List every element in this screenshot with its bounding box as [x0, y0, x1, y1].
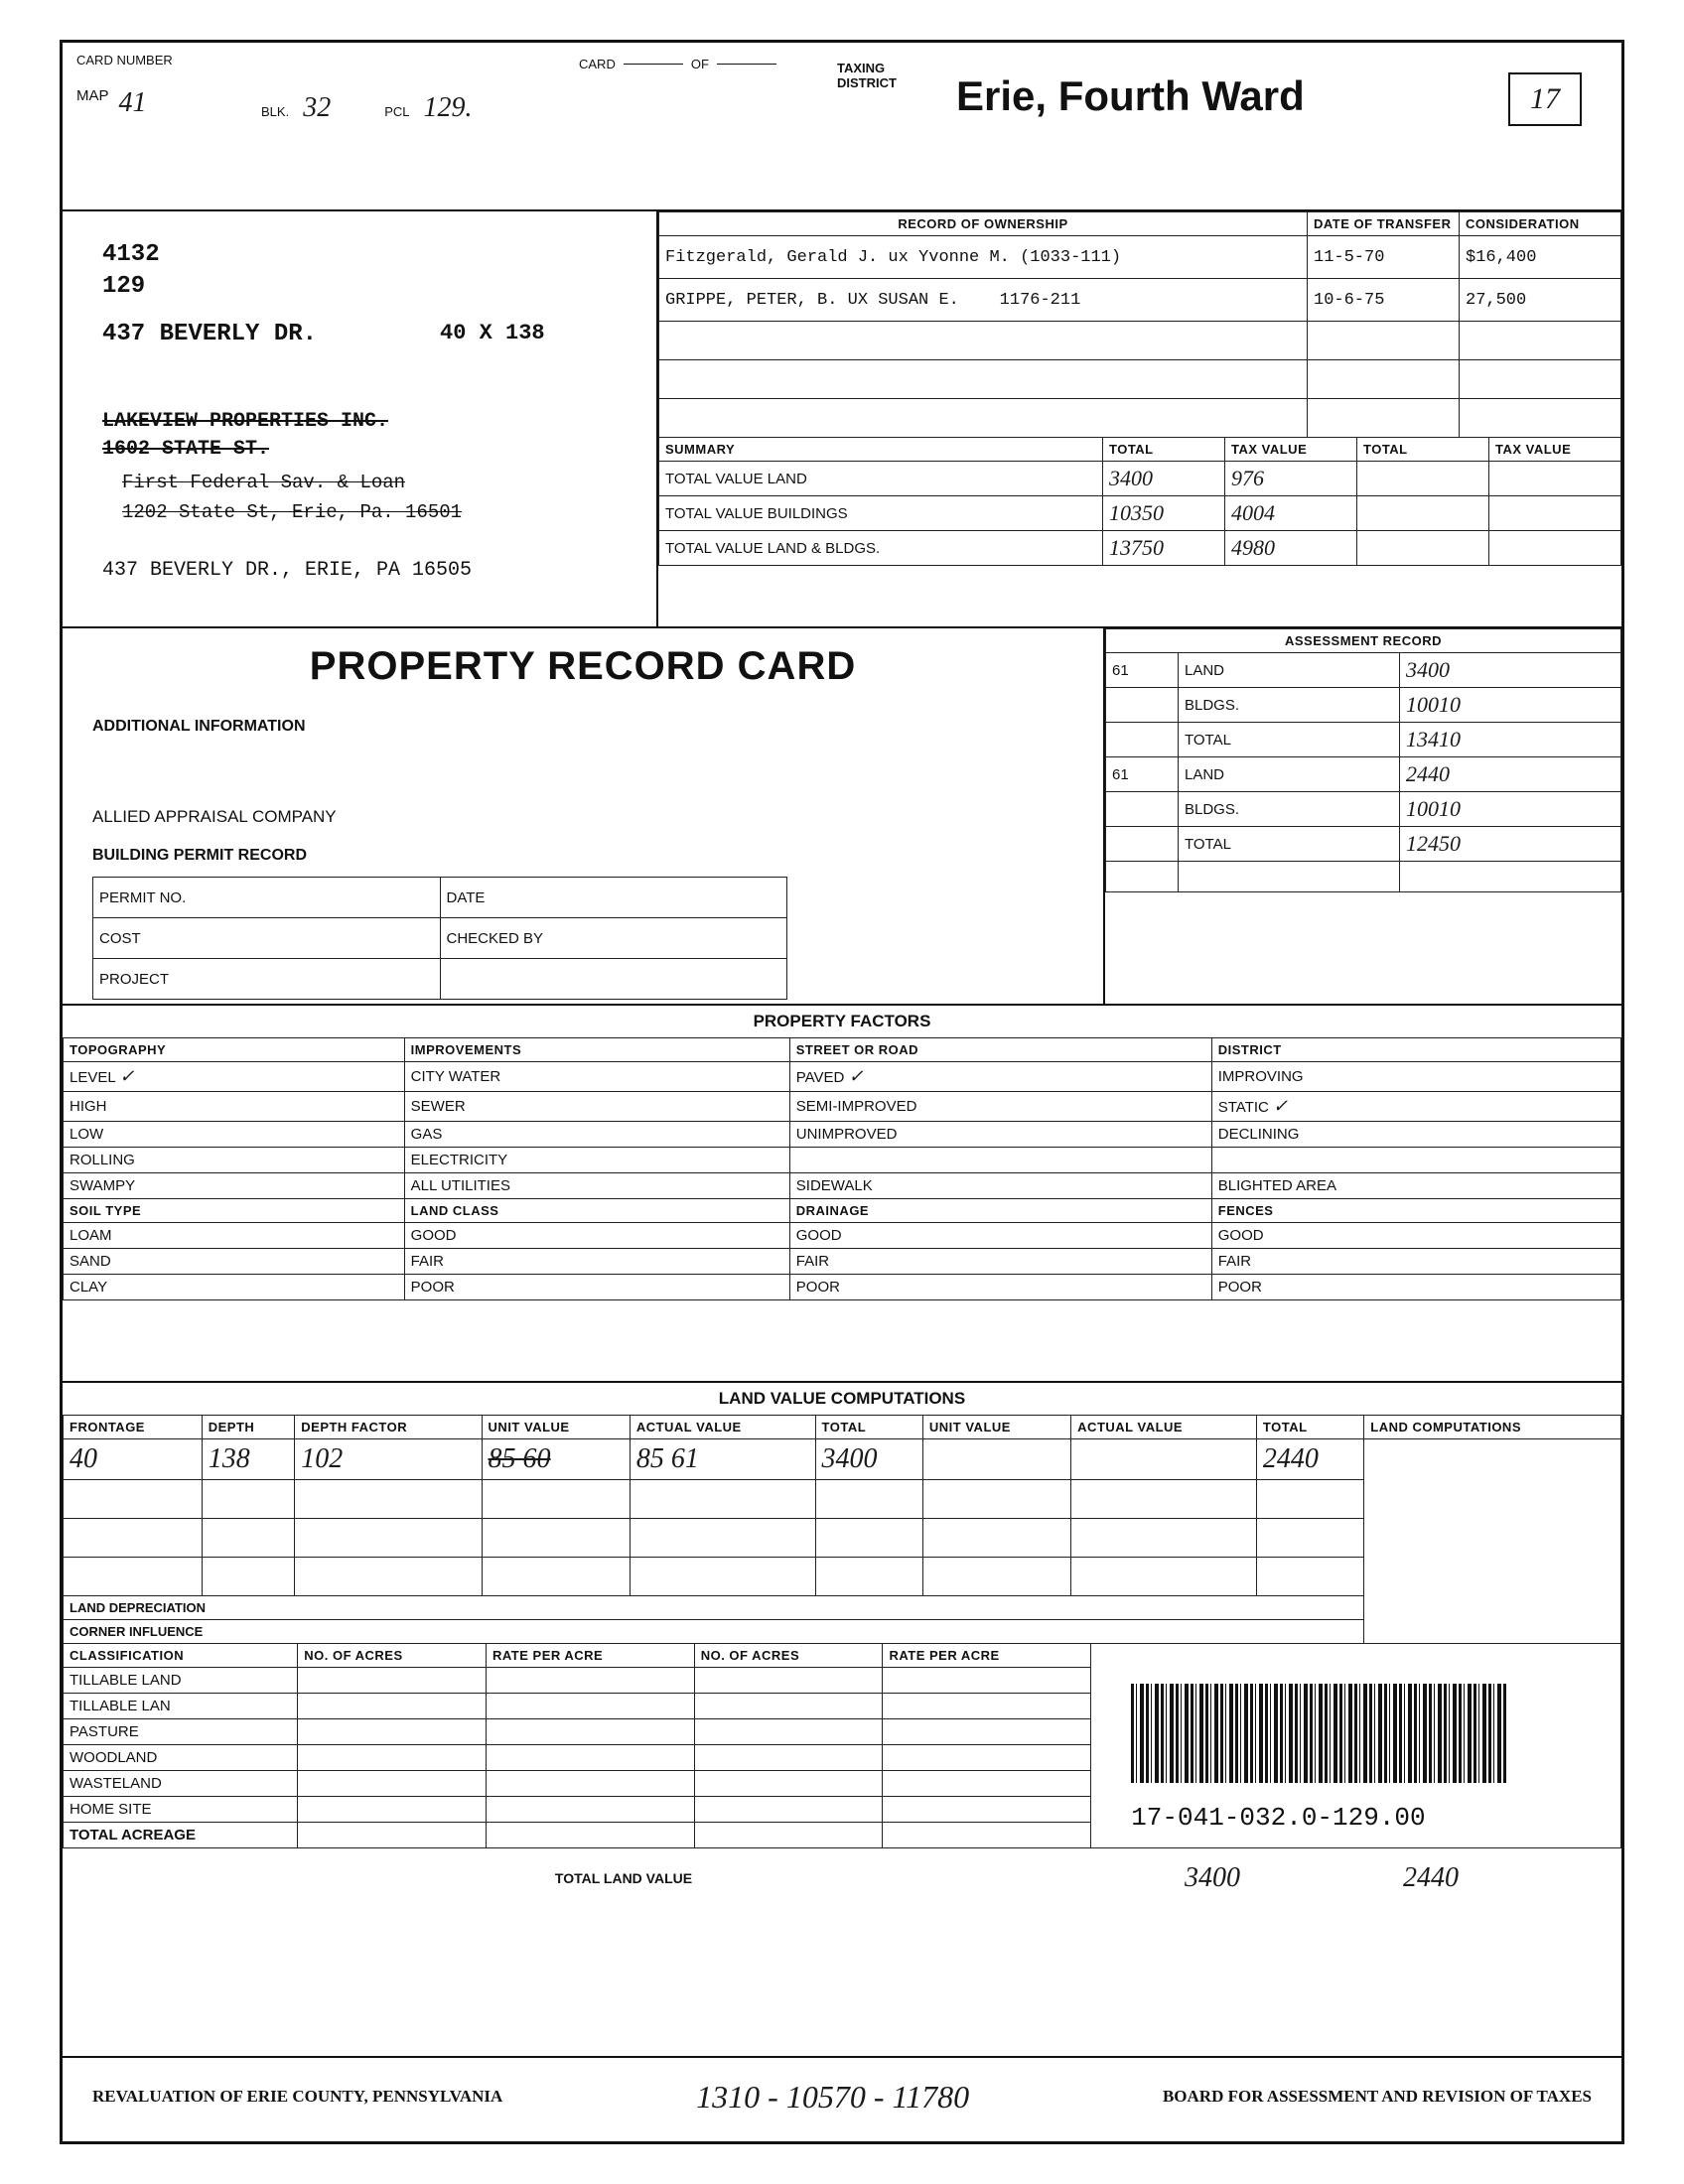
check-mark-icon: ✓ — [848, 1066, 864, 1086]
soil-cell: FAIR — [404, 1249, 789, 1275]
consideration-header: CONSIDERATION — [1460, 212, 1621, 236]
land-value-header: ACTUAL VALUE — [630, 1416, 815, 1439]
assessment-row — [1106, 688, 1621, 723]
summary-row — [659, 462, 1621, 496]
mail-line-1: LAKEVIEW PROPERTIES INC. — [102, 410, 389, 433]
footer-handwritten: 1310 - 10570 - 11780 — [696, 2078, 970, 2115]
parcel-code: 4132 — [102, 241, 160, 268]
summary-row — [659, 496, 1621, 531]
summary-total-header: TOTAL — [1103, 438, 1225, 462]
assessment-table — [1105, 628, 1621, 892]
owner-name: GRIPPE, PETER, B. UX SUSAN E. — [665, 290, 959, 310]
page-tax-header: TAX VALUE — [1489, 438, 1621, 462]
land-value-cell: 85 60 — [482, 1439, 630, 1480]
ownership-row — [659, 279, 1621, 322]
soil-cell: FAIR — [789, 1249, 1211, 1275]
factor-row — [64, 1092, 1621, 1122]
block-parcel-block — [261, 92, 472, 124]
summary-label: TOTAL VALUE LAND & BLDGS. — [659, 531, 1103, 566]
factor-cell: LOW — [64, 1122, 405, 1148]
blk-value: 32 — [303, 92, 332, 123]
card-number-label: CARD NUMBER — [76, 53, 173, 68]
permit-date-field: DATE — [440, 878, 787, 918]
barcode-area — [1091, 1643, 1621, 1848]
soil-cell: POOR — [1211, 1275, 1620, 1300]
soil-cell: GOOD — [404, 1223, 789, 1249]
soil-cell: POOR — [404, 1275, 789, 1300]
map-value: 41 — [118, 87, 147, 118]
summary-table — [658, 437, 1621, 566]
soil-header: DRAINAGE — [789, 1199, 1211, 1223]
acre-row — [64, 1745, 1091, 1771]
permit-checked-field: CHECKED BY — [440, 918, 787, 959]
factor-cell — [789, 1148, 1211, 1173]
district-name: Erie, Fourth Ward — [956, 72, 1305, 119]
land-depreciation-label: LAND DEPRECIATION — [64, 1596, 1364, 1620]
land-value-header: TOTAL — [815, 1416, 922, 1439]
barcode-icon — [1131, 1684, 1508, 1783]
factor-row — [64, 1122, 1621, 1148]
assessment-value: 13410 — [1400, 723, 1621, 757]
check-mark-icon: ✓ — [1273, 1096, 1289, 1116]
land-value-header: DEPTH FACTOR — [295, 1416, 482, 1439]
lot-dimensions: 40 X 138 — [440, 321, 545, 345]
barcode-number: 17-041-032.0-129.00 — [1131, 1803, 1426, 1833]
land-value-table — [63, 1415, 1621, 1644]
summary-row — [659, 531, 1621, 566]
acre-row — [64, 1797, 1091, 1823]
factor-cell: UNIMPROVED — [789, 1122, 1211, 1148]
card-label: CARD — [579, 57, 616, 71]
factor-cell: ELECTRICITY — [404, 1148, 789, 1173]
footer — [63, 2052, 1621, 2141]
acre-header: CLASSIFICATION — [64, 1644, 298, 1668]
transfer-date: 10-6-75 — [1308, 279, 1460, 322]
land-value-cell: 3400 — [815, 1439, 922, 1480]
summary-tax: 4004 — [1225, 496, 1357, 531]
owner-name: Fitzgerald, Gerald J. ux Yvonne M. — [665, 247, 1010, 267]
soil-cell: POOR — [789, 1275, 1211, 1300]
map-label: MAP — [76, 87, 109, 104]
ownership-row — [659, 236, 1621, 279]
acre-class: WOODLAND — [64, 1745, 298, 1771]
permit-no-field: PERMIT NO. — [93, 878, 441, 918]
taxing-district-label: TAXING DISTRICT — [837, 61, 897, 90]
factor-cell: PAVED — [795, 1069, 845, 1086]
acre-class: TOTAL ACREAGE — [64, 1823, 298, 1848]
ownership-table — [658, 211, 1621, 438]
consideration-value: $16,400 — [1460, 236, 1621, 279]
assessment-title: ASSESSMENT RECORD — [1106, 629, 1621, 653]
factor-cell: ROLLING — [64, 1148, 405, 1173]
assessment-record — [1105, 628, 1621, 1004]
factor-header: TOPOGRAPHY — [64, 1038, 405, 1062]
acreage-area — [63, 1643, 1621, 1848]
check-mark-icon: ✓ — [119, 1066, 135, 1086]
assessment-value: 10010 — [1400, 688, 1621, 723]
summary-label: TOTAL VALUE LAND — [659, 462, 1103, 496]
mail-line-2: 1602 STATE ST. — [102, 438, 270, 461]
soil-row — [64, 1249, 1621, 1275]
soil-cell: GOOD — [789, 1223, 1211, 1249]
factor-row — [64, 1148, 1621, 1173]
factor-header: STREET OR ROAD — [789, 1038, 1211, 1062]
land-value-row — [64, 1439, 1621, 1480]
land-value-title: LAND VALUE COMPUTATIONS — [718, 1389, 966, 1408]
total-land-value-row — [63, 1847, 1621, 1908]
factor-row — [64, 1062, 1621, 1092]
acre-class: TILLABLE LAND — [64, 1668, 298, 1694]
summary-tax: 976 — [1225, 462, 1357, 496]
assessment-value: 3400 — [1400, 653, 1621, 688]
additional-info-label: ADDITIONAL INFORMATION — [92, 718, 306, 735]
factor-cell: IMPROVING — [1211, 1062, 1620, 1092]
assessment-label: TOTAL — [1179, 723, 1400, 757]
assessment-label: BLDGS. — [1179, 688, 1400, 723]
property-record-card — [60, 40, 1624, 2144]
assessment-row — [1106, 723, 1621, 757]
soil-cell: SAND — [64, 1249, 405, 1275]
soil-cell: FAIR — [1211, 1249, 1620, 1275]
deed-ref: (1033-111) — [1020, 247, 1122, 267]
summary-title: SUMMARY — [659, 438, 1103, 462]
assessment-label: TOTAL — [1179, 827, 1400, 862]
land-value-cell: 2440 — [1256, 1439, 1363, 1480]
header-band — [63, 43, 1621, 211]
land-value-cell: 102 — [295, 1439, 482, 1480]
summary-tax-header: TAX VALUE — [1225, 438, 1357, 462]
soil-cell: GOOD — [1211, 1223, 1620, 1249]
land-value-cell: 40 — [64, 1439, 203, 1480]
factor-cell: SWAMPY — [64, 1173, 405, 1199]
assessment-year: 61 — [1106, 757, 1179, 792]
property-factors-title: PROPERTY FACTORS — [753, 1012, 931, 1030]
land-value-header: FRONTAGE — [64, 1416, 203, 1439]
ownership-band — [63, 211, 1621, 628]
permit-project-field: PROJECT — [93, 959, 441, 1000]
acre-header: NO. OF ACRES — [694, 1644, 883, 1668]
acreage-table — [63, 1643, 1091, 1848]
mail-line-5: 437 BEVERLY DR., ERIE, PA 16505 — [102, 559, 473, 582]
acre-row — [64, 1719, 1091, 1745]
page-total-header: TOTAL — [1357, 438, 1489, 462]
land-value-header: ACTUAL VALUE — [1071, 1416, 1257, 1439]
acre-row — [64, 1668, 1091, 1694]
acre-row — [64, 1823, 1091, 1848]
factor-cell: HIGH — [64, 1092, 405, 1122]
mail-line-3: First Federal Sav. & Loan — [122, 472, 406, 493]
assessment-value: 10010 — [1400, 792, 1621, 827]
factor-header: DISTRICT — [1211, 1038, 1620, 1062]
acre-class: WASTELAND — [64, 1771, 298, 1797]
record-of-ownership — [658, 211, 1621, 626]
transfer-date: 11-5-70 — [1308, 236, 1460, 279]
soil-row — [64, 1275, 1621, 1300]
mail-line-4: 1202 State St, Erie, Pa. 16501 — [122, 501, 463, 523]
parcel-info — [63, 211, 658, 626]
card-of-block — [579, 57, 776, 71]
record-card-band — [63, 628, 1621, 1006]
land-value-header: DEPTH — [202, 1416, 295, 1439]
assessment-label: LAND — [1179, 757, 1400, 792]
summary-total: 13750 — [1103, 531, 1225, 566]
land-computations-header: LAND COMPUTATIONS — [1364, 1416, 1621, 1439]
property-address: 437 BEVERLY DR. — [102, 321, 318, 347]
summary-total: 10350 — [1103, 496, 1225, 531]
footer-right: BOARD FOR ASSESSMENT AND REVISION OF TAXES — [1162, 2087, 1592, 2106]
factor-cell: STATIC — [1217, 1099, 1269, 1116]
soil-cell: LOAM — [64, 1223, 405, 1249]
permit-cost-field: COST — [93, 918, 441, 959]
factor-cell: SEMI-IMPROVED — [789, 1092, 1211, 1122]
footer-left: REVALUATION OF ERIE COUNTY, PENNSYLVANIA — [92, 2087, 503, 2106]
permit-record-title: BUILDING PERMIT RECORD — [92, 847, 307, 864]
assessment-label: LAND — [1179, 653, 1400, 688]
soil-header: SOIL TYPE — [64, 1199, 405, 1223]
summary-label: TOTAL VALUE BUILDINGS — [659, 496, 1103, 531]
soil-header: LAND CLASS — [404, 1199, 789, 1223]
assessment-value: 2440 — [1400, 757, 1621, 792]
factor-cell: DECLINING — [1211, 1122, 1620, 1148]
acre-class: TILLABLE LAN — [64, 1694, 298, 1719]
acre-class: HOME SITE — [64, 1797, 298, 1823]
assessment-value: 12450 — [1400, 827, 1621, 862]
date-header: DATE OF TRANSFER — [1308, 212, 1460, 236]
property-factors-band — [63, 1006, 1621, 1383]
factor-header: IMPROVEMENTS — [404, 1038, 789, 1062]
assessment-row — [1106, 653, 1621, 688]
total-land-value-1: 3400 — [1185, 1862, 1240, 1893]
assessment-row — [1106, 827, 1621, 862]
acre-class: PASTURE — [64, 1719, 298, 1745]
factor-cell: CITY WATER — [404, 1062, 789, 1092]
soil-row — [64, 1223, 1621, 1249]
land-value-header: UNIT VALUE — [482, 1416, 630, 1439]
consideration-value: 27,500 — [1460, 279, 1621, 322]
blk-label: BLK. — [261, 104, 290, 119]
land-value-cell — [1071, 1439, 1257, 1480]
soil-header: FENCES — [1211, 1199, 1620, 1223]
acre-row — [64, 1771, 1091, 1797]
parcel-sub: 129 — [102, 273, 146, 300]
land-value-cell: 85 61 — [630, 1439, 815, 1480]
factor-cell: ALL UTILITIES — [404, 1173, 789, 1199]
factor-row — [64, 1173, 1621, 1199]
summary-total: 3400 — [1103, 462, 1225, 496]
property-factors-table — [63, 1037, 1621, 1300]
land-value-cell: 138 — [202, 1439, 295, 1480]
property-card-title: PROPERTY RECORD CARD — [309, 644, 857, 688]
assessment-row — [1106, 757, 1621, 792]
acre-header: RATE PER ACRE — [487, 1644, 695, 1668]
pcl-value: 129. — [423, 92, 473, 123]
land-value-header: TOTAL — [1256, 1416, 1363, 1439]
record-card-info — [63, 628, 1105, 1004]
total-land-value-2: 2440 — [1403, 1862, 1459, 1893]
assessment-row — [1106, 792, 1621, 827]
box-number: 17 — [1508, 72, 1582, 126]
soil-cell: CLAY — [64, 1275, 405, 1300]
land-value-band — [63, 1383, 1621, 2058]
land-value-cell — [922, 1439, 1070, 1480]
acre-row — [64, 1694, 1091, 1719]
factor-cell: SIDEWALK — [789, 1173, 1211, 1199]
factor-cell: SEWER — [404, 1092, 789, 1122]
assessment-year: 61 — [1106, 653, 1179, 688]
permit-table — [92, 877, 787, 1000]
card-number-block — [76, 53, 215, 119]
pcl-label: PCL — [384, 104, 410, 119]
deed-ref: 1176-211 — [999, 290, 1081, 310]
acre-header: NO. OF ACRES — [298, 1644, 487, 1668]
assessment-label: BLDGS. — [1179, 792, 1400, 827]
factor-cell: BLIGHTED AREA — [1211, 1173, 1620, 1199]
summary-tax: 4980 — [1225, 531, 1357, 566]
acre-header: RATE PER ACRE — [883, 1644, 1091, 1668]
corner-influence-label: CORNER INFLUENCE — [64, 1620, 1364, 1644]
factor-cell: LEVEL — [70, 1069, 116, 1086]
ownership-title: RECORD OF OWNERSHIP — [659, 212, 1308, 236]
total-land-value-label: TOTAL LAND VALUE — [554, 1870, 693, 1886]
appraisal-company: ALLIED APPRAISAL COMPANY — [92, 807, 337, 826]
land-value-header: UNIT VALUE — [922, 1416, 1070, 1439]
of-label: OF — [690, 57, 709, 71]
factor-cell — [1211, 1148, 1620, 1173]
factor-cell: GAS — [404, 1122, 789, 1148]
